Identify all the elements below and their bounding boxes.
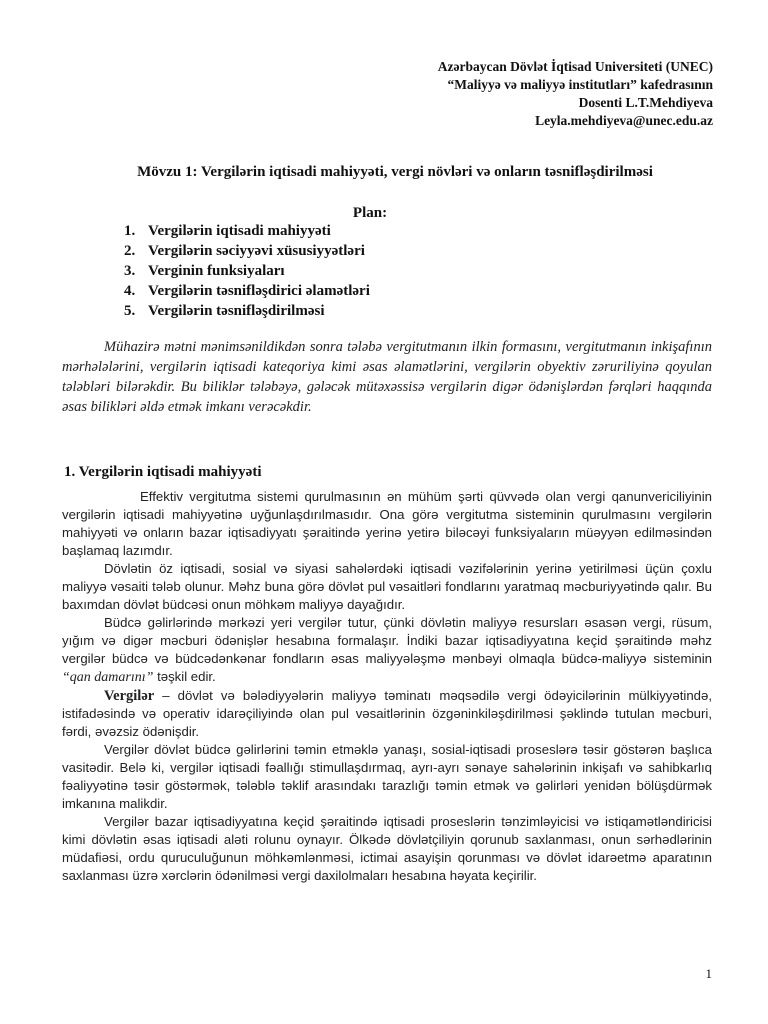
definition-term: Vergilər bbox=[104, 688, 155, 704]
author-email: Leyla.mehdiyeva@unec.edu.az bbox=[535, 113, 713, 128]
plan-list bbox=[124, 221, 370, 321]
lecture-title: Mövzu 1: Vergilərin iqtisadi mahiyyəti, vergi növləri və onların təsnifləşdirilməsi bbox=[137, 164, 653, 180]
plan-item: 2. Vergilərin səciyyəvi xüsusiyyətləri bbox=[124, 243, 365, 259]
paragraph-3: Büdcə gəlirlərində mərkəzi yeri vergilər tutur, çünki dövlətin maliyyə resursları əsasən vergi, rüsum, yığım və digər məcburi ödənişlər hesabına formalaşır. İndiki bazar iqtisadiyyatına keçid şəraitində məhz vergilər büdcə və büdcədənkənar fondların əsas maliyyələşmə mənbəyi olmaqla büdcə-maliyyə sisteminin “qan damarını” təşkil edir. bbox=[62, 615, 712, 685]
author-name: Dosenti L.T.Mehdiyeva bbox=[578, 95, 713, 110]
paragraph-4: Vergilər – dövlət və bələdiyyələrin maliyyə təminatı məqsədilə vergi ödəyicilərinin mülkiyyətində, istifadəsində və operativ idarəçiliyində olan pul vəsaitlərinin özgəninkiləşdirilməsi şəklində tutulan məcburi, fərdi, əvəzsiz ödənişdir. bbox=[62, 688, 712, 739]
page-number: 1 bbox=[705, 966, 712, 981]
plan-item: 1. Vergilərin iqtisadi mahiyyəti bbox=[124, 223, 331, 239]
paragraph-5: Vergilər dövlət büdcə gəlirlərini təmin etməklə yanaşı, sosial-iqtisadi proseslərə təsir göstərən başlıca vasitədir. Belə ki, vergilər iqtisadi fəallığı stimullaşdırmaq, ayrı-ayrı sənaye sahələrinin inkişafı və sahibkarlıq fəaliyyətinə təsir göstərmək, tələblə təklif arasındakı tarazlığı təmin etmək və gəlirləri yenidən bölüşdürmək imkanına malikdir. bbox=[62, 742, 712, 811]
paragraph-1: Effektiv vergitutma sistemi qurulmasının ən mühüm şərti qüvvədə olan vergi qanunvericiliyinin vergilərin iqtisadi mahiyyətinə uyğunlaşdırılmasıdır. Ona görə vergitutma sisteminin qurulmasını vergilərin mahiyyəti və onların bazar iqtisadiyyatı şəraitində yerinə yetirə biləcəyi funksiyaların müəyyən edilməsindən başlamaq lazımdır. bbox=[62, 489, 712, 558]
plan-item: 3. Verginin funksiyaları bbox=[124, 263, 285, 279]
section-heading: 1. Vergilərin iqtisadi mahiyyəti bbox=[64, 464, 262, 480]
paragraph-2: Dövlətin öz iqtisadi, sosial və siyasi sahələrdəki iqtisadi vəzifələrinin yerinə yetirilməsi üçün çoxlu maliyyə vəsaiti tələb olunur. Məhz buna görə dövlət pul vəsaitləri fondlarını yaratmaq məcburiyyətində qalır. Bu baxımdan dövlət büdcəsi onun möhkəm maliyyə dayağıdır. bbox=[62, 561, 712, 612]
author-header bbox=[438, 58, 713, 130]
department-name: “Maliyyə və maliyyə institutları” kafedrasının bbox=[447, 77, 713, 92]
intro-paragraph: Mühazirə mətni mənimsənildikdən sonra tələbə vergitutmanın ilkin formasını, vergitutmanın inkişafının mərhələlərini, vergilərin iqtisadi kateqoriya kimi əsas əlamətlərini, vergilərin obyektiv zəruriliyinə qoyulan tələbləri bilərəkdir. Bu biliklər tələbəyə, gələcək mütəxəssisə vergilərin digər ödənişlərdən fərqləri haqqında əsas bilikləri əldə etmək imkanı verəcəkdir. bbox=[62, 339, 712, 415]
paragraph-6: Vergilər bazar iqtisadiyyatına keçid şəraitində iqtisadi proseslərin tənzimləyicisi və istiqamətləndiricisi kimi dövlətin əsas iqtisadi aləti rolunu oynayır. Ölkədə dövlətçiliyin qorunub saxlanması, onun sərhədlərinin müdafiəsi, ordu quruculuğunun möhkəmlənməsi, ictimai asayişin qorunması və dövlət idarəetmə aparatının saxlanması üzrə xərclərin ödənilməsi vergi daxilolmaları hesabına həyata keçirilir. bbox=[62, 814, 712, 883]
section-body bbox=[62, 488, 712, 885]
university-name: Azərbaycan Dövlət İqtisad Universiteti (UNEC) bbox=[437, 59, 713, 74]
emphasis-phrase: “qan damarını” bbox=[62, 670, 154, 685]
plan-heading: Plan: bbox=[352, 205, 388, 221]
plan-item: 4. Vergilərin təsnifləşdirici əlamətləri bbox=[124, 283, 370, 299]
plan-item: 5. Vergilərin təsnifləşdirilməsi bbox=[124, 303, 325, 319]
